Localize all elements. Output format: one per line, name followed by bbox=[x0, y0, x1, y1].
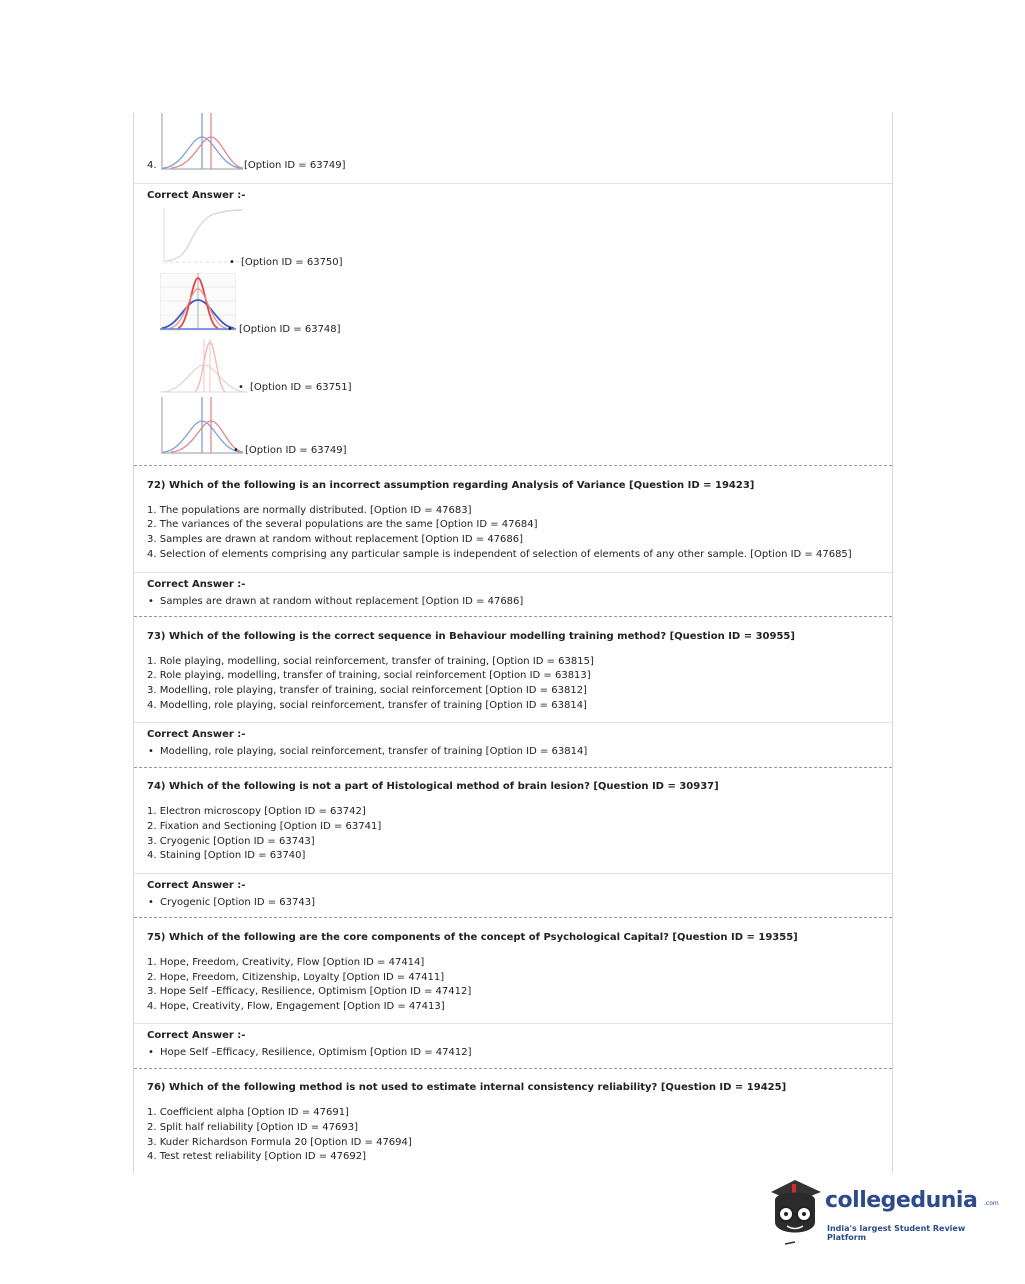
q75-option-3: 3. Hope Self –Efficacy, Resilience, Optimism [Option ID = 47412] bbox=[147, 986, 472, 997]
q73-option-4: 4. Modelling, role playing, social reinforcement, transfer of training [Option ID = 63814] bbox=[147, 700, 587, 711]
question-73-title: 73) Which of the following is the correct sequence in Behaviour modelling training method? [Question ID = 30955] bbox=[147, 631, 795, 642]
question-74-title: 74) Which of the following is not a part of Histological method of brain lesion? [Question ID = 30937] bbox=[147, 781, 719, 792]
q74-correct-label: Correct Answer :- bbox=[147, 880, 246, 891]
q73-answer: • Modelling, role playing, social reinforcement, transfer of training [Option ID = 63814] bbox=[160, 745, 587, 759]
q72-option-3: 3. Samples are drawn at random without replacement [Option ID = 47686] bbox=[147, 534, 524, 545]
question-76-title: 76) Which of the following method is not used to estimate internal consistency reliability? [Question ID = 19425] bbox=[147, 1082, 787, 1093]
q74-answer: • Cryogenic [Option ID = 63743] bbox=[160, 896, 315, 910]
question-separator bbox=[134, 465, 892, 466]
question-paper-page bbox=[133, 113, 893, 1173]
q72-option-2: 2. The variances of the several populations are the same [Option ID = 47684] bbox=[147, 519, 538, 530]
mascot-icon bbox=[765, 1178, 825, 1248]
q76-option-3: 3. Kuder Richardson Formula 20 [Option ID = 47694] bbox=[147, 1137, 412, 1148]
q75-option-1: 1. Hope, Freedom, Creativity, Flow [Option ID = 47414] bbox=[147, 957, 425, 968]
option-4-graph bbox=[161, 113, 243, 171]
divider bbox=[134, 873, 892, 874]
divider bbox=[134, 572, 892, 573]
q74-option-3: 3. Cryogenic [Option ID = 63743] bbox=[147, 836, 315, 847]
answer-graph-2 bbox=[160, 273, 236, 331]
q73-option-1: 1. Role playing, modelling, social reinforcement, transfer of training, [Option ID = 63815] bbox=[147, 656, 594, 667]
q74-option-4: 4. Staining [Option ID = 63740] bbox=[147, 850, 306, 861]
question-75-title: 75) Which of the following are the core components of the concept of Psychological Capital? [Question ID = 19355] bbox=[147, 932, 798, 943]
q72-answer: • Samples are drawn at random without replacement [Option ID = 47686] bbox=[160, 595, 523, 609]
q72-option-1: 1. The populations are normally distributed. [Option ID = 47683] bbox=[147, 505, 472, 516]
q75-option-4: 4. Hope, Creativity, Flow, Engagement [Option ID = 47413] bbox=[147, 1001, 445, 1012]
q72-correct-label: Correct Answer :- bbox=[147, 579, 246, 590]
q73-correct-label: Correct Answer :- bbox=[147, 729, 246, 740]
q75-correct-label: Correct Answer :- bbox=[147, 1030, 246, 1041]
collegedunia-logo[interactable] bbox=[765, 1178, 999, 1248]
logo-wordmark: collegedunia bbox=[825, 1188, 978, 1213]
option-4-number: 4. bbox=[147, 160, 157, 171]
divider bbox=[134, 722, 892, 723]
q74-option-2: 2. Fixation and Sectioning [Option ID = 63741] bbox=[147, 821, 382, 832]
answer-graph-4 bbox=[161, 397, 243, 455]
question-separator bbox=[134, 767, 892, 768]
answer-3-id: • [Option ID = 63751] bbox=[250, 381, 352, 395]
answer-2-id: • [Option ID = 63748] bbox=[239, 323, 341, 337]
q74-option-1: 1. Electron microscopy [Option ID = 63742] bbox=[147, 806, 366, 817]
q76-option-2: 2. Split half reliability [Option ID = 47693] bbox=[147, 1122, 358, 1133]
answer-4-id: • [Option ID = 63749] bbox=[245, 444, 347, 458]
q75-option-2: 2. Hope, Freedom, Citizenship, Loyalty [Option ID = 47411] bbox=[147, 972, 445, 983]
divider bbox=[134, 183, 892, 184]
answer-graph-3 bbox=[160, 339, 248, 394]
option-4-id: [Option ID = 63749] bbox=[244, 160, 346, 171]
logo-com: .com bbox=[984, 1200, 999, 1207]
question-separator bbox=[134, 1068, 892, 1069]
q76-option-4: 4. Test retest reliability [Option ID = 47692] bbox=[147, 1151, 366, 1162]
question-72-title: 72) Which of the following is an incorrect assumption regarding Analysis of Variance [Question ID = 19423] bbox=[147, 480, 755, 491]
logo-tagline: India's largest Student Review Platform bbox=[827, 1224, 966, 1242]
q75-answer: • Hope Self –Efficacy, Resilience, Optimism [Option ID = 47412] bbox=[160, 1046, 472, 1060]
q72-option-4: 4. Selection of elements comprising any particular sample is independent of selection of elements of any other sample. [Option ID = 47685] bbox=[147, 549, 852, 560]
question-separator bbox=[134, 917, 892, 918]
q76-option-1: 1. Coefficient alpha [Option ID = 47691] bbox=[147, 1107, 349, 1118]
q73-option-3: 3. Modelling, role playing, transfer of training, social reinforcement [Option ID = 63812] bbox=[147, 685, 587, 696]
answer-1-id: • [Option ID = 63750] bbox=[241, 256, 343, 270]
divider bbox=[134, 1023, 892, 1024]
correct-answer-label: Correct Answer :- bbox=[147, 190, 246, 201]
question-separator bbox=[134, 616, 892, 617]
q73-option-2: 2. Role playing, modelling, transfer of training, social reinforcement [Option ID = 63813] bbox=[147, 670, 591, 681]
